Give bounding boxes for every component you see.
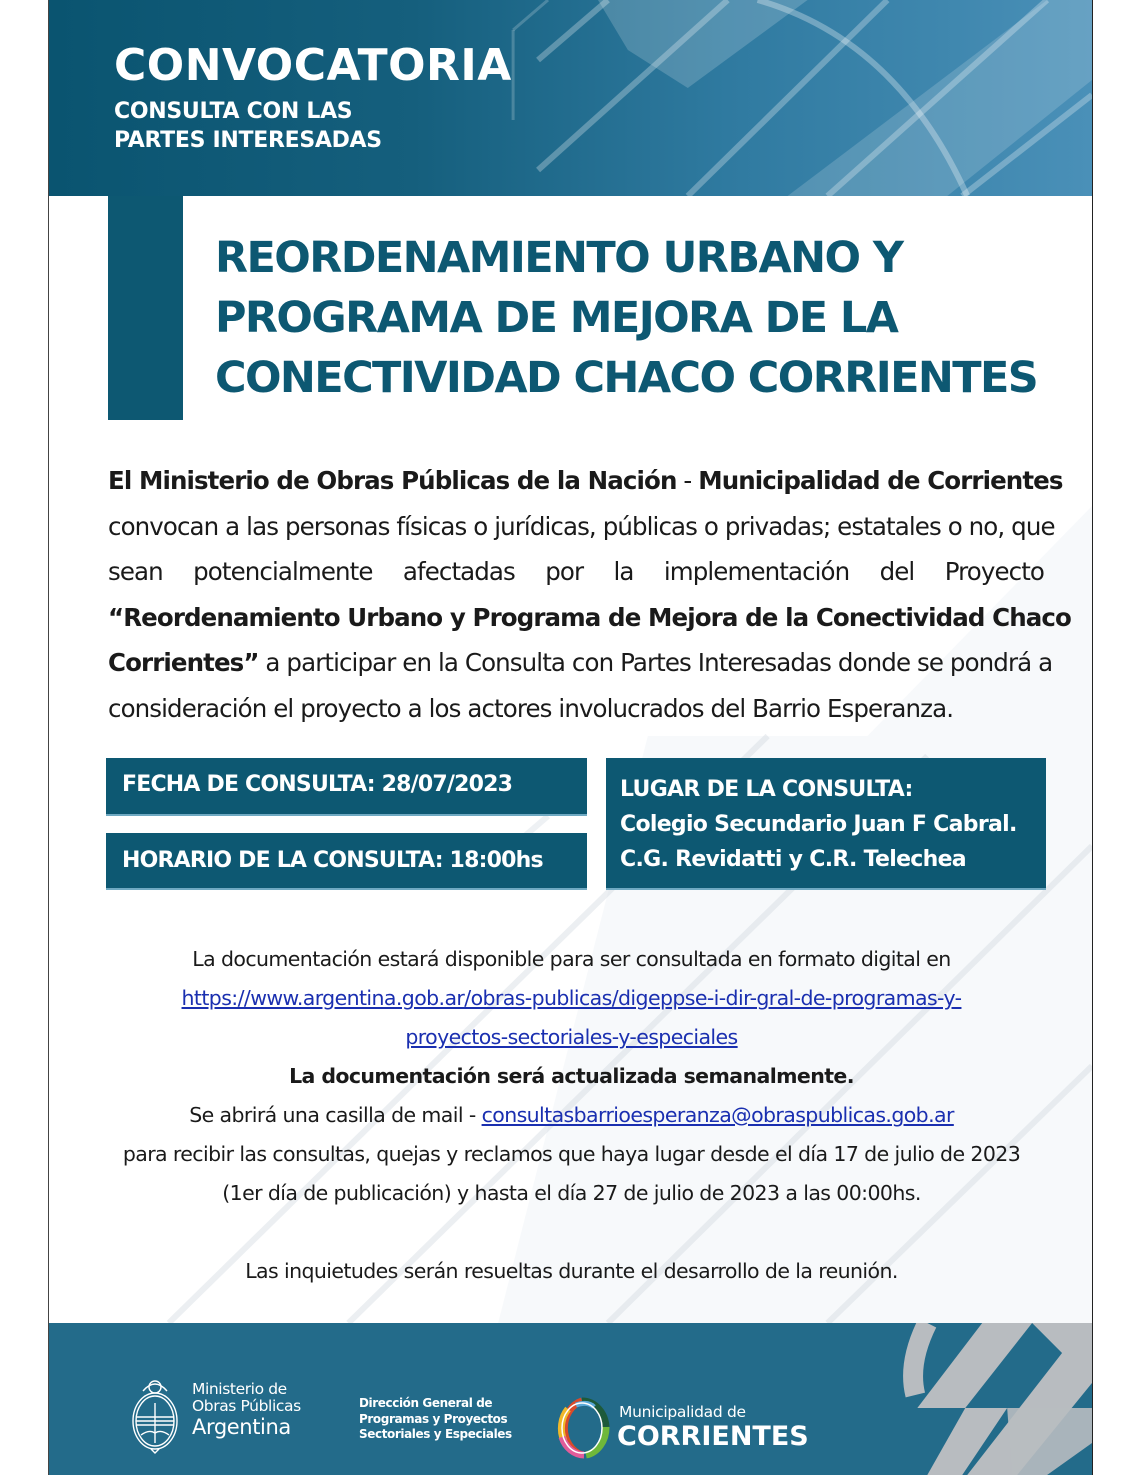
footer [49,1323,1092,1475]
project-title-line: PROGRAMA DE MEJORA DE LA [215,293,898,343]
muni-label: Municipalidad de [619,1403,746,1421]
ministerio-country: Argentina [192,1415,291,1439]
ministerio-line: Obras Públicas [192,1397,301,1415]
fecha-box [106,758,587,816]
intro-line: a participar en la Consulta con Partes Interesadas donde se pondrá a [258,648,1053,677]
project-title-line: CONECTIVIDAD CHACO CORRIENTES [215,353,1038,403]
org-ministerio: El Ministerio de Obras Públicas de la Nación [108,466,677,495]
horario-label: HORARIO DE LA CONSULTA: [122,848,443,873]
info-section [49,940,1093,1291]
period-text: (1er día de publicación) y hasta el día 27 de julio de 2023 a las 00:00hs. [222,1181,921,1205]
intro-paragraph [108,458,1071,731]
lugar-label: LUGAR DE LA CONSULTA: [620,777,913,802]
documentation-link[interactable]: https://www.argentina.gob.ar/obras-publicas/digeppse-i-dir-gral-de-programas-y- [181,986,962,1010]
update-notice: La documentación será actualizada semanalmente. [289,1064,854,1088]
header-banner [49,0,1092,196]
intro-line: consideración el proyecto a los actores involucrados del Barrio Esperanza. [108,693,954,723]
ministerio-line: Ministerio de [192,1380,287,1398]
kicker-title: CONVOCATORIA [114,40,512,91]
horario-value: 18:00hs [442,848,543,873]
direccion-logo-text [359,1396,512,1443]
project-name-end: Corrientes” [108,648,259,677]
muni-name: CORRIENTES [617,1421,809,1452]
header-subtitle-line: CONSULTA CON LAS [114,99,353,124]
direccion-line: Programas y Proyectos [359,1411,508,1426]
poster [48,0,1093,1475]
doc-available-text: La documentación estará disponible para ser consultada en formato digital en [192,947,951,971]
documentation-link-cont[interactable]: proyectos-sectoriales-y-especiales [405,1025,738,1049]
horario-box [106,833,587,890]
mail-link[interactable]: consultasbarrioesperanza@obraspublicas.gob.ar [481,1103,954,1127]
lugar-line: C.G. Revidatti y C.R. Telechea [620,847,966,872]
org-municipalidad: Municipalidad de Corrientes [698,466,1063,495]
period-text: para recibir las consultas, quejas y reclamos que haya lugar desde el día 17 de julio de 2023 [122,1142,1021,1166]
org-separator: - [676,466,699,495]
project-name: “Reordenamiento Urbano y Programa de Mejora de la Conectividad Chaco [108,602,1071,632]
lugar-box [606,758,1046,890]
project-title [215,228,1075,408]
intro-line: convocan a las personas físicas o jurídicas, públicas o privadas; estatales o no, que [108,511,1055,541]
intro-line: sean potencialmente afectadas por la implementación del Proyecto [108,557,1044,586]
accent-bar [108,196,183,420]
direccion-line: Sectoriales y Especiales [359,1427,512,1441]
project-title-line: REORDENAMIENTO URBANO Y [215,233,903,283]
header-subtitle-line: PARTES INTERESADAS [114,128,382,153]
ministerio-logo-text [192,1381,301,1440]
fecha-label: FECHA DE CONSULTA: [122,772,375,797]
mail-prefix: Se abrirá una casilla de mail - [189,1103,482,1127]
corrientes-municipal-logo-icon [554,1397,610,1459]
argentina-coat-of-arms-icon [129,1373,181,1455]
header-subtitle [114,97,382,155]
fecha-value: 28/07/2023 [374,772,513,797]
closing-text: Las inquietudes serán resueltas durante el desarrollo de la reunión. [245,1259,898,1283]
lugar-line: Colegio Secundario Juan F Cabral. [620,812,1017,837]
direccion-line: Dirección General de [359,1396,493,1410]
